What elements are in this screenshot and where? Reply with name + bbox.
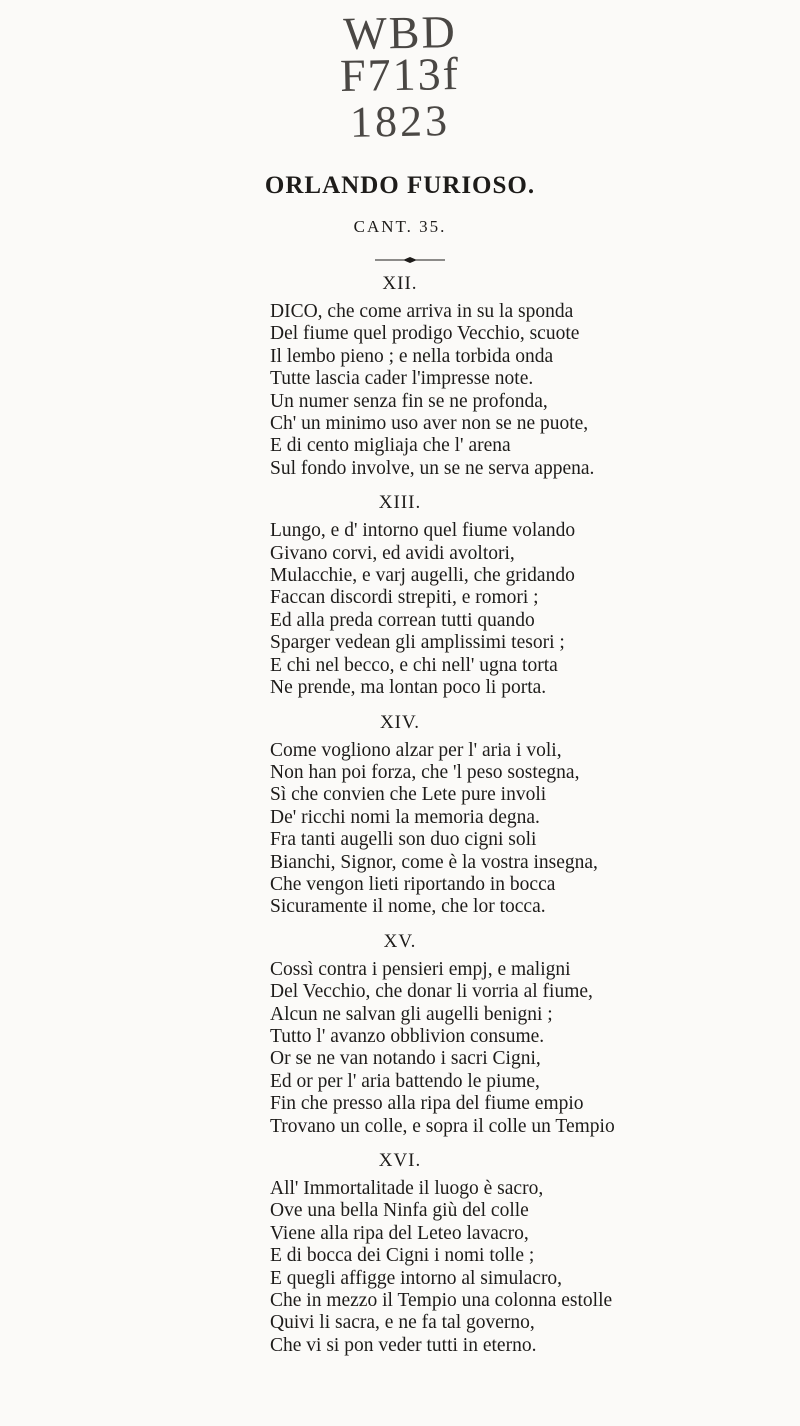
catalog-mark-line-3: 1823 <box>349 96 451 147</box>
verse-line: Ed or per l' aria battendo le piume, <box>270 1070 540 1092</box>
stanza-16 <box>270 1150 790 1357</box>
stanza-number: XIII. <box>378 492 422 514</box>
verse-line: Tutte lascia cader l'impresse note. <box>270 368 534 390</box>
canto-number: CANT. 35. <box>353 217 447 236</box>
stanza-number: XVI. <box>378 1150 422 1171</box>
verse-line: Ne prende, ma lontan poco li porta. <box>270 677 547 699</box>
verse-line: Trovano un colle, e sopra il colle un Tempio <box>270 1115 615 1137</box>
stanza-13 <box>270 492 790 699</box>
verse-line: Lungo, e d' intorno quel fiume volando <box>270 520 576 542</box>
stanza-list <box>270 273 790 1357</box>
verse-line: Or se ne van notando i sacri Cigni, <box>270 1048 541 1070</box>
verse-line: Quivi li sacra, e ne fa tal governo, <box>270 1312 535 1334</box>
verse-line: Sparger vedean gli amplissimi tesori ; <box>270 632 565 654</box>
catalog-mark-line-1: WBD <box>342 6 458 59</box>
verse-line: Faccan discordi strepiti, e romori ; <box>270 587 539 609</box>
verse-line: Che in mezzo il Tempio una colonna estolle <box>270 1290 613 1312</box>
verse-line: DICO, che come arriva in su la sponda <box>270 301 574 322</box>
verse-line: Cossì contra i pensieri empj, e maligni <box>270 958 571 980</box>
verse-line: Sicuramente il nome, che lor tocca. <box>270 896 546 918</box>
verse-line: Un numer senza fin se ne profonda, <box>270 390 548 412</box>
stanza-12 <box>270 273 790 480</box>
catalog-mark-line-2: F713f <box>339 47 461 102</box>
verse-line: E quegli affigge intorno al simulacro, <box>270 1267 563 1289</box>
verse-line: E chi nel becco, e chi nell' ugna torta <box>270 654 558 676</box>
verse-line: Bianchi, Signor, come è la vostra insegna, <box>270 851 598 873</box>
verse-line: Alcun ne salvan gli augelli benigni ; <box>270 1003 553 1025</box>
verse-line: Non han poi forza, che 'l peso sostegna, <box>270 761 580 783</box>
verse-line: Tutto l' avanzo obblivion consume. <box>270 1025 545 1047</box>
stanza-number: XV. <box>383 930 417 952</box>
verse-line: E di bocca dei Cigni i nomi tolle ; <box>270 1245 535 1267</box>
verse-line: Sì che convien che Lete pure involi <box>270 784 547 806</box>
stanza-14 <box>270 712 790 919</box>
verse-line: Del Vecchio, che donar li vorria al fiume, <box>270 981 593 1003</box>
verse-line: Fra tanti augelli son duo cigni soli <box>270 829 537 851</box>
verse-line: Ove una bella Ninfa giù del colle <box>270 1200 529 1222</box>
verse-line: Givano corvi, ed avidi avoltori, <box>270 542 515 564</box>
verse-line: De' ricchi nomi la memoria degna. <box>270 806 540 828</box>
verse-line: Sul fondo involve, un se ne serva appena. <box>270 457 595 479</box>
verse-line: Come vogliono alzar per l' aria i voli, <box>270 739 562 761</box>
verse-line: Il lembo pieno ; e nella torbida onda <box>270 345 554 367</box>
verse-line: Mulacchie, e varj augelli, che gridando <box>270 565 575 587</box>
verse-line: Ch' un minimo uso aver non se ne puote, <box>270 413 589 435</box>
verse-line: Che vengon lieti riportando in bocca <box>270 873 556 895</box>
verse-line: Del fiume quel prodigo Vecchio, scuote <box>270 323 580 345</box>
page-title: ORLANDO FURIOSO. <box>264 172 536 199</box>
stanza-number: XIV. <box>379 711 421 733</box>
verse-line: Fin che presso alla ripa del fiume empio <box>270 1093 584 1115</box>
stanza-number: XII. <box>382 273 418 294</box>
verse-line: All' Immortalitade il luogo è sacro, <box>270 1178 544 1199</box>
verse-line: Che vi si pon veder tutti in eterno. <box>270 1334 537 1356</box>
verse-line: E di cento migliaja che l' arena <box>270 435 511 457</box>
verse-line: Ed alla preda correan tutti quando <box>270 609 535 631</box>
ornamental-divider <box>375 256 445 264</box>
stanza-15 <box>270 931 790 1138</box>
verse-line: Viene alla ripa del Leteo lavacro, <box>270 1222 529 1244</box>
